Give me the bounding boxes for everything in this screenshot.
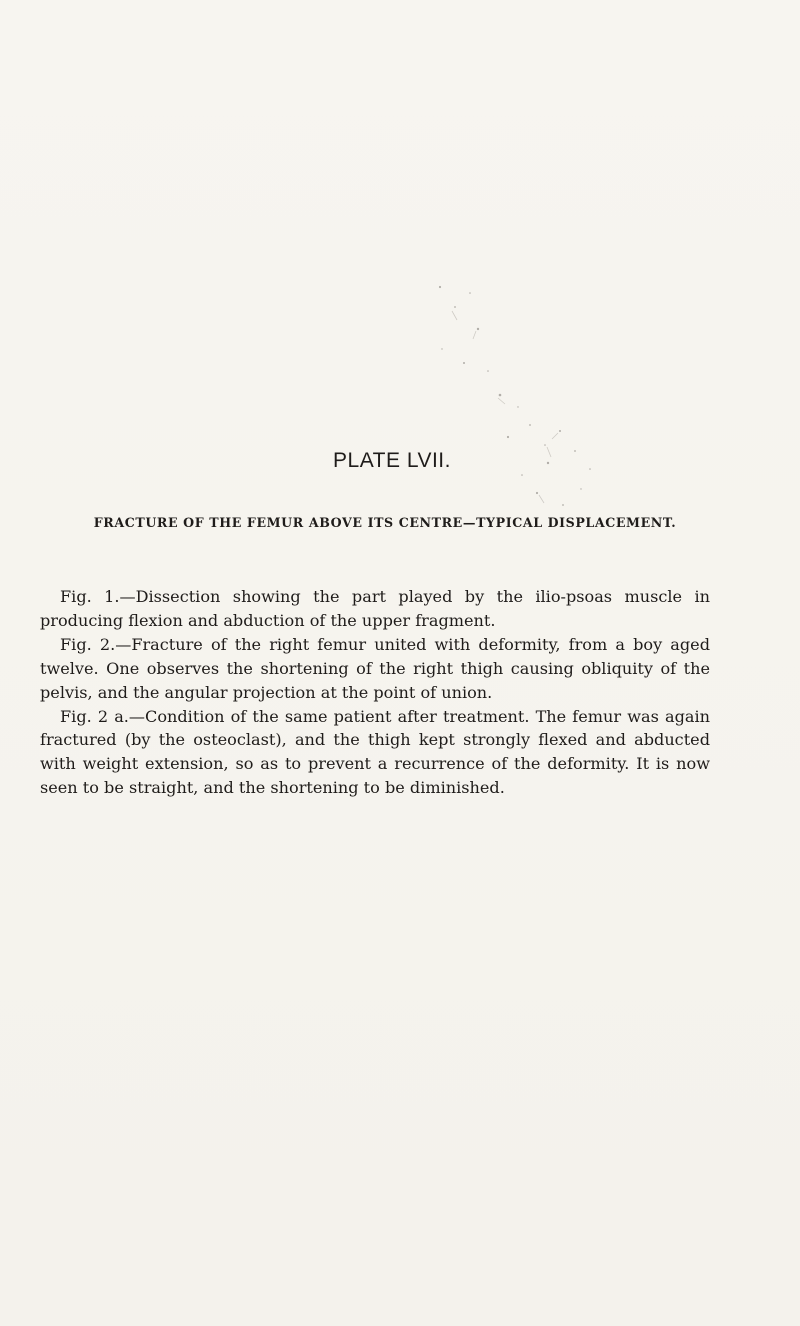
caption-label: Fig. 2 a. xyxy=(60,706,129,726)
caption-fig-2a xyxy=(40,705,710,801)
caption-fig-2 xyxy=(40,633,710,705)
plate-subtitle: FRACTURE OF THE FEMUR ABOVE ITS CENTRE—TYPICAL DISPLACEMENT. xyxy=(93,515,677,530)
figure-captions xyxy=(40,585,710,800)
caption-label: Fig. 2. xyxy=(60,634,116,654)
caption-text: —Condition of the same patient after treatment. The femur was again fractured (by the osteoclast), and the thigh kept strongly flexed and abducted with weight extension, so as to prevent a recurrence of the deformity. It is now seen to be straight, and the shortening to be diminished. xyxy=(40,706,710,798)
plate-title: PLATE LVII. xyxy=(333,449,451,472)
caption-fig-1 xyxy=(40,585,710,633)
caption-text: —Fracture of the right femur united with deformity, from a boy aged twelve. One observes the shortening of the right thigh causing obliquity of the pelvis, and the angular projection at the point of union. xyxy=(40,634,711,702)
caption-text: —Dissection showing the part played by the ilio-psoas muscle in producing flexion and abduction of the upper fragment. xyxy=(40,587,710,630)
show-through-speckle xyxy=(430,275,600,535)
caption-label: Fig. 1. xyxy=(60,587,120,606)
